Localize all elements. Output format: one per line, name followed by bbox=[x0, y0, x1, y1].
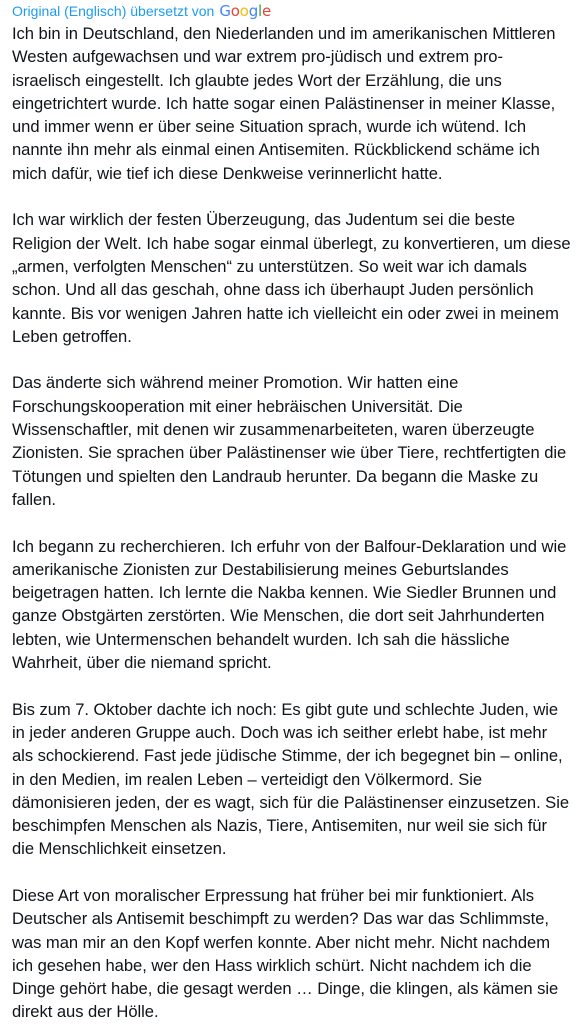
google-logo-letter: o bbox=[239, 2, 249, 20]
google-logo-letter: G bbox=[219, 2, 231, 20]
google-logo-letter: e bbox=[262, 2, 272, 20]
tweet-paragraph: Das änderte sich während meiner Promotion. Wir hatten eine Forschungskooperation mit einer hebräischen Universität. Die Wissenschaftler, mit denen wir zusammenarbeiteten, waren überzeugte Zionisten. Sie sprachen über Palästinenser wie über Tiere, rechtfertigten die Tötungen und spielten den Landraub herunter. Da begann die Maske zu fallen. bbox=[12, 373, 567, 509]
tweet-paragraph: Ich begann zu recherchieren. Ich erfuhr von der Balfour-Deklaration und wie amerikanische Zionisten zur Destabilisierung meines Geburtslandes beigetragen hatten. Ich lernte die Nakba kennen. Wie Siedler Brunnen und ganze Obstgärten zerstörten. Wie Menschen, die dort seit Jahrhunderten lebten, wie Untermenschen behandelt wurden. Ich sah die hässliche Wahrheit, über die niemand spricht. bbox=[12, 536, 567, 673]
show-original-link[interactable]: Original (Englisch) übersetzt von bbox=[12, 3, 215, 19]
tweet-paragraph: Ich bin in Deutschland, den Niederlanden und im amerikanischen Mittleren Westen aufgewachsen und war extrem pro-jüdisch und extrem pro-israelisch eingestellt. Ich glaubte jedes Wort der Erzählung, die uns eingetrichtert wurde. Ich hatte sogar einen Palästinenser in meiner Klasse, und immer wenn er über seine Situation sprach, wurde ich wütend. Ich nannte ihn mehr als einmal einen Antisemiten. Rückblickend schäme ich mich dafür, wie tief ich diese Denkweise verinnerlicht hatte. bbox=[12, 24, 556, 183]
tweet-paragraph: Ich war wirklich der festen Überzeugung, das Judentum sei die beste Religion der Welt. Ich habe sogar einmal überlegt, zu konvertieren, um diese „armen, verfolgten Menschen“ zu unterstützen. So weit war ich damals schon. Und all das geschah, ohne dass ich überhaupt Juden persönlich kannte. Bis vor wenigen Jahren hatte ich vielleicht ein oder zwei in meinem Leben getroffen. bbox=[12, 210, 571, 346]
google-logo-letter: o bbox=[230, 2, 240, 20]
tweet-text bbox=[12, 22, 571, 1024]
google-logo-letter: g bbox=[248, 2, 259, 20]
translation-attribution bbox=[12, 2, 571, 20]
google-logo-letter: l bbox=[258, 2, 263, 20]
tweet-paragraph: Bis zum 7. Oktober dachte ich noch: Es gibt gute und schlechte Juden, wie in jeder anderen Gruppe auch. Doch was ich seither erlebt habe, ist mehr als schockierend. Fast jede jüdische Stimme, der ich begegnet bin – online, in den Medien, im realen Leben – verteidigt den Völkermord. Sie dämonisieren jeden, der es wagt, sich für die Palästinenser einzusetzen. Sie beschimpfen Menschen als Nazis, Tiere, Antisemiten, nur weil sie sich für die Menschlichkeit einsetzen. bbox=[12, 699, 570, 859]
tweet-paragraph: Diese Art von moralischer Erpressung hat früher bei mir funktioniert. Als Deutscher als Antisemit beschimpft zu werden? Das war das Schlimmste, was man mir an den Kopf werfen konnte. Aber nicht mehr. Nicht nachdem ich gesehen habe, wer den Hass wirklich schürt. Nicht nachdem ich die Dinge gehört habe, die gesagt werden … Dinge, die klingen, als kämen sie direkt aus der Hölle. bbox=[12, 885, 559, 1022]
google-logo bbox=[219, 2, 271, 20]
